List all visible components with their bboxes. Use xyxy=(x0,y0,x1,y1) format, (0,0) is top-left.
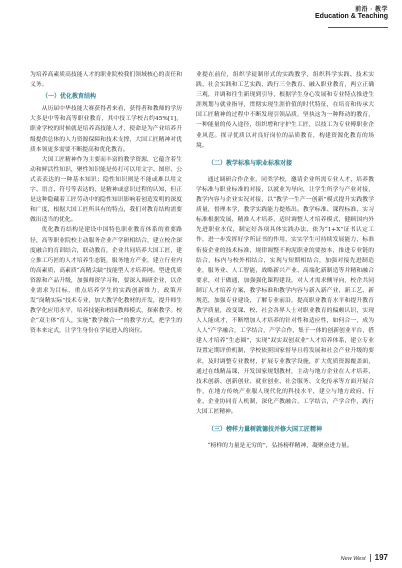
section-category-en: Education & Teaching xyxy=(315,13,388,20)
continued-paragraph: 业提在前位，组织学徒制形式的实践教学，组织科学实践、技术实践、社会实践和工艺实践，践行三全教育、融入职业教育，两立正确三观，并调和往生新现到引导，根据学生身心发展和专业特点推进生涯规划与就业指导，贯彻实现生涯价值的时代特征，在培育和传承大国工匠精神的过程中不断发现引领品质，坚执这为一种释动的教育，一种能量的传入途径，组织增和守护生工匠，以技工为专业傅职业企业风范。探寻优质以对良好岗位的品质教育，构建资源化教育的场境。 xyxy=(196,72,374,149)
journal-name: New West xyxy=(340,555,366,562)
paragraph-4: 通过调研合作企业，同类学校，邀请企业所需专业人才，培养教学标准与职业标准的对接，以就业为导向，让学生所学与产业对接，教学内容与企业实况对接，以“教学一生产一创新”模式提升实践教学质量，督理本学，教学实践能力提炼出。教学标准、课程标准、实习标准根据发展，精准人才培养，适时调整人才培养模式，健顾国内外先进职业水仪，制定好各项具体实践办法，依为“1+X”证书认定工作，进一步发挥好学所证书的作用，实实学生可持续发展能力，标准衔接企业的技术标准，规律调整不拘泥职业的要按本，推进专业链的结合，标内与校外相结合，实现与短期相结合，加强对接先进制造业，服务业、人工智能，战略新兴产业、高端化新制造等并精和融合要求，对于做通，加强强化课程建设，对人才需求侧导向，校企共同制订人才培养方案，教学标准和教学内容与新入新产业、新工艺、新规范，加强专业建设，了解专业前沿，提高职业教育水平和提升教育教学质量，改变课、校、社会各界人士对职业教育的偏颇认识，实现人人能成才，不断增加人才培养的针对性和适应性，如何合一，成为人人“产学融合，工学结合，产学合作，集于一体的创新创业平台，搭建人才培养“生态圈”，实现“双实双创双业”人才培养体系，建立专业设置定期评价机制，学校依照国家督导且将发展和社会产业升级的要求，及时调整专业教材，扩展专业教学设施，扩大优质资源覆盖面，通过在线精品课，开发国家规划教材，主动与地方企业在人才培养、技术创新、创新创业、就业创业、社会服务、文化传承等方面开展合作，在地方传统产业服人现代化的科技水平，建立与地方政府、行业、企业协同育人机制，深化产教融合、工学结合，产学合作，践行大国工匠精神。 xyxy=(196,176,374,415)
page-footer xyxy=(341,553,388,562)
paragraph-1: 从历届中华技能大赛获得者来看，获得者和教师的学历大多是中等和高等职业教育，其中技工学校占约45%[1]，职业学校的时候就是培养高技能人才，使命是为产业培养升级提供总体的人力资源保障和技术支撑，大国工匠精神对优质本领更多需要不断提高和优化教育。 xyxy=(30,106,182,153)
section-heading-2: （二）教学标准与职业标准对接 xyxy=(208,159,293,167)
paragraph-5: “榜样的力量是无穷的”，弘扬榜样精神，凝聚奋进力量。 xyxy=(207,443,353,450)
paragraph-2: 大国工匠精神作为主要而丰富的教学资源，它蕴含着生动和鲜活性知识，聚性知识能是传打可以用文字、图形、公式表表达的一种基本知识；隐性知识则是不能或难以用文字、语言、符号等表达的，是精神或意识过程的认知，但正是这种隐藏着工匠劳动中的隐性知识影响着创造发明的深度和广度，根据大国工匠所具有的特点，我们对教育结构需要做出适当的优化。 xyxy=(30,156,182,224)
section-heading-3: （三）榜样力量树就德技并修大国工匠精神 xyxy=(208,426,323,434)
section-heading-1: （一）优化教育结构 xyxy=(42,93,97,101)
section-category: 前沿 · 教学 xyxy=(355,7,388,13)
page-number: 197 xyxy=(374,552,388,562)
left-column xyxy=(30,70,182,336)
right-column xyxy=(196,70,374,451)
footer-divider xyxy=(370,554,371,562)
page-header xyxy=(0,4,388,30)
paragraph-3: 优化教育结构是建设中国特色职业教育体系的重要路径，高等职业院校主动服务企业产学研相结合，建立校企深度融合的育训结合，联动教育，企业共同培养大国工匠，建立推工巧匠的人才培养生态链，服务地方产业，建立行业内的高素质，高素质“高精尖缺”技能型人才培养网。型进优质资源和产品升级，加强师资学习和，要深入调研企业，以企业需求为目标，重点培养学生的实践创新维力，政策开发“岗精实际”技术专业，加大教学化教材的开发，提升师生教学化应用水平，培养技能和校园教师模式，探索教学。校企“双主体”育人，实施“教学做合一”的教学方式，把学生的资本来定式，让学生身份在学徒进入的岗位。 xyxy=(30,227,182,335)
header-rule xyxy=(328,27,388,28)
intro-paragraph: 为培养高素质高技能人才的职业院校我们领域核心的责任和义务。 xyxy=(30,72,182,89)
